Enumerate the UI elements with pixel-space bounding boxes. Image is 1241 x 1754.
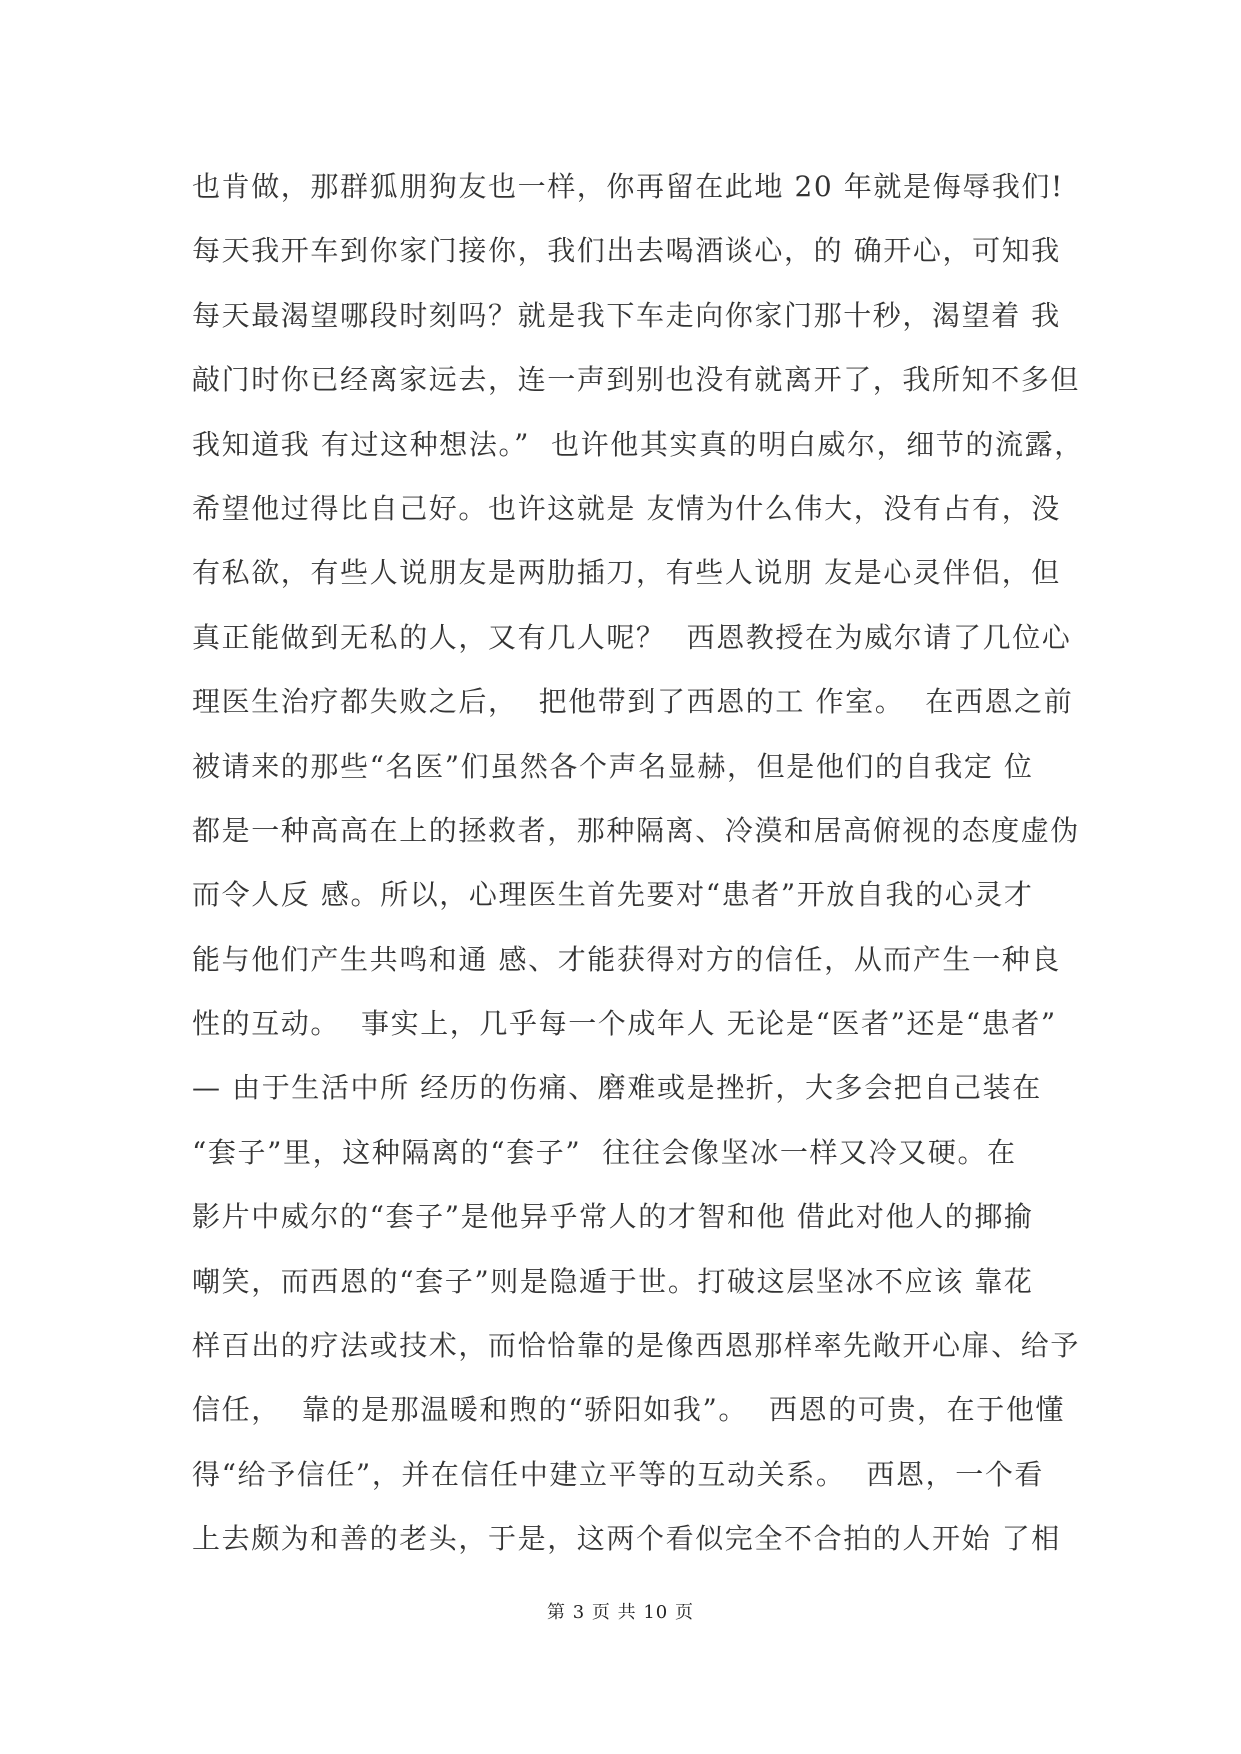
text-line: 也肯做，那群狐朋狗友也一样，你再留在此地 20 年就是侮辱我们! bbox=[192, 170, 1064, 203]
text-line: 敲门时你已经离家远去，连一声到别也没有就离开了，我所知不多但 bbox=[192, 363, 1081, 397]
text-line: 而令人反 感。所以，心理医生首先要对“患者”开放自我的心灵才 bbox=[192, 878, 1034, 912]
text-line: 理医生治疗都失败之后， 把他带到了西恩的工 作室。 在西恩之前 bbox=[192, 685, 1074, 719]
text-line: “套子”里，这种隔离的“套子” 往往会像坚冰一样又冷又硬。在 bbox=[192, 1135, 1017, 1169]
text-line: 都是一种高高在上的拯救者，那种隔离、冷漠和居高俯视的态度虚伪 bbox=[192, 813, 1081, 847]
text-line: — 由于生活中所 经历的伤痛、磨难或是挫折，大多会把自己装在 bbox=[192, 1071, 1042, 1105]
text-line: 能与他们产生共鸣和通 感、才能获得对方的信任，从而产生一种良 bbox=[192, 942, 1061, 976]
text-line: 希望他过得比自己好。也许这就是 友情为什么伟大，没有占有，没 bbox=[192, 491, 1061, 525]
text-line: 上去颇为和善的老头，于是，这两个看似完全不合拍的人开始 了相 bbox=[192, 1522, 1061, 1556]
text-line: 性的互动。 事实上，几乎每一个成年人 无论是“医者”还是“患者” bbox=[192, 1007, 1057, 1041]
text-line: 信任， 靠的是那温暖和煦的“骄阳如我”。 西恩的可贵，在于他懂 bbox=[192, 1393, 1066, 1427]
body-text bbox=[192, 155, 1084, 1572]
text-line: 每天最渴望哪段时刻吗？就是我下车走向你家门那十秒，渴望着 我 bbox=[192, 298, 1061, 332]
text-line: 被请来的那些“名医”们虽然各个声名显赫，但是他们的自我定 位 bbox=[192, 749, 1034, 783]
text-line: 影片中威尔的“套子”是他异乎常人的才智和他 借此对他人的揶揄 bbox=[192, 1200, 1034, 1234]
text-line: 每天我开车到你家门接你，我们出去喝酒谈心，的 确开心，可知我 bbox=[192, 234, 1061, 268]
text-line: 有私欲，有些人说朋友是两肋插刀，有些人说朋 友是心灵伴侣，但 bbox=[192, 556, 1061, 590]
text-line: 嘲笑，而西恩的“套子”则是隐遁于世。打破这层坚冰不应该 靠花 bbox=[192, 1264, 1034, 1298]
page-number: 第 3 页 共 10 页 bbox=[547, 1602, 694, 1623]
text-line: 得“给予信任”，并在信任中建立平等的互动关系。 西恩，一个看 bbox=[192, 1457, 1045, 1491]
text-line: 样百出的疗法或技术，而恰恰靠的是像西恩那样率先敞开心扉、给予 bbox=[192, 1329, 1081, 1363]
text-line: 我知道我 有过这种想法。” 也许他其实真的明白威尔，细节的流露， bbox=[192, 427, 1084, 461]
text-line: 真正能做到无私的人，又有几人呢？ 西恩教授在为威尔请了几位心 bbox=[192, 620, 1072, 654]
